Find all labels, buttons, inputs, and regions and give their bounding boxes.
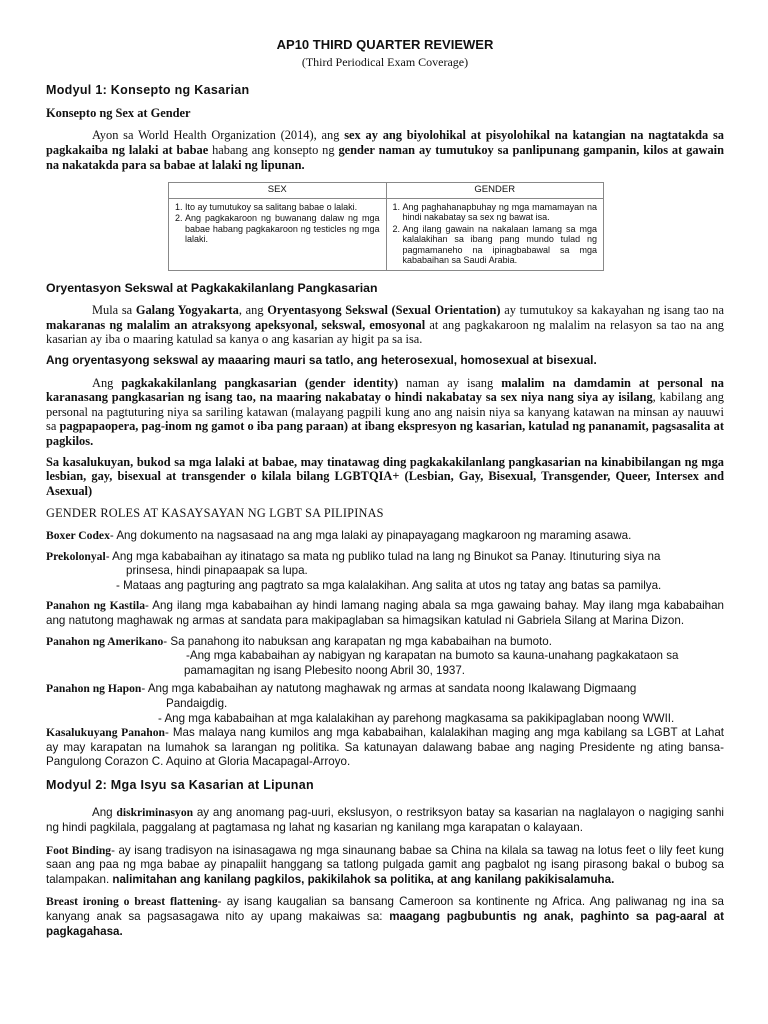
lgbtqia-paragraph: Sa kasalukuyan, bukod sa mga lalaki at babae, may tinatawag ding pagkakakilanlang pangkasarian na kinabibilangan ng mga lesbian, gay, bisexual at transgender o kilala bilang LGBTQIA+ (Lesbian, Gay, Bisexual, Transgender, Queer, Intersex and Asexual) <box>46 454 724 498</box>
text-run: - Ang mga kababaihan ay natutong maghawak ng armas at sandata noong Ikalawang Digmaang <box>141 682 637 696</box>
text-run-bold: Oryentasyong Sekswal (Sexual Orientation) <box>267 303 501 318</box>
prekolonyal-line: - Mataas ang pagturing ang pagtrato sa mga kalalakihan. Ang salita at utos ng tatay ang batas sa pamilya. <box>116 578 662 592</box>
gender-column-header: GENDER <box>386 183 604 199</box>
text-run: - Sa panahong ito nabuksan ang karapatan ng mga kababaihan na bumoto. <box>163 634 552 648</box>
term: Panahon ng Amerikano <box>46 634 164 648</box>
sex-gender-table <box>168 182 604 271</box>
kastila-entry <box>46 599 724 628</box>
text-run-bold: sex ay ang biyolohikal at pisyolohikal na katangian na nagtatakda sa pagkakaiba ng lalaki at babae <box>46 128 724 157</box>
term: Foot Binding <box>46 843 112 857</box>
text-run: - Mas malaya nang kumilos ang mga kababaihan, kalalakihan maging ang mga kabilang sa LGBT at Lahat ay may karapatan na lumahok sa larangan ng politika. Sa katunayan dalawang babae ang naging Presidente ng ating bansa-Pangulong Corazon C. Aquino at Gloria Macapagal-Arroyo. <box>46 726 724 769</box>
prekolonyal-line: prinsesa, hindi pinapaapak sa lupa. <box>126 564 308 578</box>
document-title: AP10 THIRD QUARTER REVIEWER <box>276 37 494 52</box>
text-run-bold: maagang pagbubuntis ng anak, paghinto sa pag-aaral at pagkagahasa. <box>46 910 724 938</box>
text-run-bold: makaranas ng malalim an atraksyong apeksyonal, sekswal, emosyonal <box>46 317 426 332</box>
text-run: - Ang mga kababaihan ay itinatago sa mata ng publiko tulad na lang ng Binukot sa Panay. Itinuturing siya na <box>105 549 661 563</box>
text-run: , ang <box>238 303 268 318</box>
breast-ironing-entry <box>46 895 724 939</box>
text-run: Ang <box>92 806 117 820</box>
hapon-entry <box>46 682 724 726</box>
orientation-types: Ang oryentasyong sekswal ay maaaring mauri sa tatlo, ang heterosexual, homosexual at bisexual. <box>46 353 597 368</box>
amerikano-line <box>46 635 724 650</box>
text-run-bold: nalimitahan ang kanilang pagkilos, pakikilahok sa politika, at ang kanilang pakikisalamuha. <box>112 872 615 886</box>
sex-gender-subheading: Konsepto ng Sex at Gender <box>46 105 191 120</box>
gender-cell <box>386 198 604 270</box>
kasalukuyan-entry <box>46 726 724 770</box>
amerikano-entry <box>46 635 724 679</box>
term: Prekolonyal <box>46 549 106 563</box>
gender-identity-paragraph <box>46 376 724 449</box>
text-run: Mula sa <box>92 303 136 318</box>
hapon-line <box>46 682 724 697</box>
hapon-line: Pandaigdig. <box>166 696 228 710</box>
diskriminasyon-paragraph <box>46 806 724 835</box>
text-run-bold: Galang Yogyakarta <box>135 303 239 318</box>
term: Boxer Codex <box>46 528 110 542</box>
gender-item: 1. Ang paghahanapbuhay ng mga mamamayan na hindi nakabatay sa sex ng bawat isa. <box>403 202 598 223</box>
gender-item: 2. Ang ilang gawain na nakalaan lamang sa mga kalalakihan sa ibang pang mundo tulad ng pagmamaneho na ipinagbabawal sa mga kababaihan sa Saudi Arabia. <box>403 224 598 266</box>
text-run: Ayon sa World Health Organization (2014), ang <box>92 128 345 143</box>
text-run-bold: gender naman ay tumutukoy sa panlipunang gampanin, kilos at gawain na nakatakda para sa babae at lalaki ng lipunan. <box>46 142 724 172</box>
sex-cell <box>169 198 387 270</box>
foot-binding-entry <box>46 844 724 888</box>
text-run: - ay isang kaugalian sa bansang Cameroon sa kontinente ng Africa. Ang paliwanag ng ina sa kanyang anak sa pagsasagawa nito ay upang makaiwas sa: <box>46 895 724 924</box>
orientation-subheading: Oryentasyon Sekswal at Pagkakakilanlang Pangkasarian <box>46 280 378 295</box>
sex-column-header: SEX <box>169 183 387 199</box>
hapon-line: - Ang mga kababaihan at mga kalalakihan ay parehong magkasama sa pakikipaglaban noong WWII. <box>158 711 675 725</box>
term: Breast ironing o breast flattening <box>46 895 218 909</box>
sex-item: 2. Ang pagkakaroon ng buwanang dalaw ng mga babae habang pagkakaroon ng testicles ng mga lalaki. <box>185 213 380 245</box>
sex-item: 1. Ito ay tumutukoy sa salitang babae o lalaki. <box>185 202 380 213</box>
text-run: - ay isang tradisyon na isinasagawa ng mga sinaunang babae sa China na kilala sa tawag na lotus feet o lily feet kung saan ang paa ng mga babae ay pinapaliit hanggang sa tatlong pulgada gamit ang pagbalot ng isang pirasong bakal o bubog sa talampakan. <box>46 843 724 886</box>
document-page <box>46 38 724 939</box>
text-run-bold: pagpapaopera, pag-inom ng gamot o iba pang paraan) at ibang ekspresyon ng kasarian, katulad ng pananamit, pagsasalita at pagkilos. <box>46 419 725 448</box>
amerikano-line: pamamagitan ng isang Plebesito noong Abril 30, 1937. <box>184 663 466 677</box>
text-run-bold: malalim na damdamin at personal na karanasang pangkasarian ng isang tao, na maaring nakabatay o hindi nakabatay sa sex niya nang siya ay isilang <box>46 375 724 405</box>
term: Panahon ng Kastila <box>46 599 145 613</box>
orientation-paragraph <box>46 303 724 347</box>
text-run-bold: diskriminasyon <box>116 806 194 820</box>
modyul2-heading: Modyul 2: Mga Isyu sa Kasarian at Lipunan <box>46 777 314 792</box>
text-run: habang ang konsepto ng <box>208 142 339 157</box>
text-run: - Ang ilang mga kababaihan ay hindi lamang naging abala sa mga gawaing bahay. May ilang mga kababaihan ang natutong maghawak ng armas at sandata para makipaglaban sa himagsikan katulad ni Gabriela Silang at Marina Dizon. <box>46 599 724 627</box>
text-run: Ang <box>92 375 122 390</box>
boxer-codex-entry <box>46 529 724 544</box>
term: Panahon ng Hapon <box>46 682 142 696</box>
text-run: ay tumutukoy sa kakayahan ng isang tao na <box>500 303 724 318</box>
amerikano-line: -Ang mga kababaihan ay nabigyan ng karapatan na bumoto sa kauna-unahang pagkakataon sa <box>186 649 679 663</box>
text-run-bold: pagkakakilanlang pangkasarian (gender identity) <box>121 375 399 390</box>
prekolonyal-line <box>46 550 724 565</box>
text-run: naman ay isang <box>398 375 502 390</box>
term: Kasalukuyang Panahon <box>46 726 165 740</box>
text-run: , kabilang ang personal na pagtuturing niya sa sariling katawan (malayang pagpili kung ano ang naisin niya sa kanyang katawan na minsan ay nauuwi sa <box>46 390 724 434</box>
sex-gender-paragraph <box>46 128 724 172</box>
prekolonyal-entry <box>46 550 724 594</box>
text-run: - Ang dokumento na nagsasaad na ang mga lalaki ay pinapayagang magkaroon ng maraming asawa. <box>109 528 632 542</box>
text-run: at ang pagkakaroon ng malalim na relasyon sa tao na ang kasarian ay iba o maaring katulad sa kanya o ang kasarian ay higit pa sa isa. <box>46 317 724 347</box>
text-run: ay ang anomang pag-uuri, ekslusyon, o restriksyon batay sa kasarian na naglalayon o nagiging sanhi ng hindi pagkilala, paggalang at pagtamasa ng lahat ng kasarian ng kanilang mga karapatan o kalayaan. <box>46 806 724 835</box>
gender-roles-heading: GENDER ROLES AT KASAYSAYAN NG LGBT SA PILIPINAS <box>46 506 384 521</box>
modyul1-heading: Modyul 1: Konsepto ng Kasarian <box>46 83 250 98</box>
document-subtitle: (Third Periodical Exam Coverage) <box>301 54 469 69</box>
